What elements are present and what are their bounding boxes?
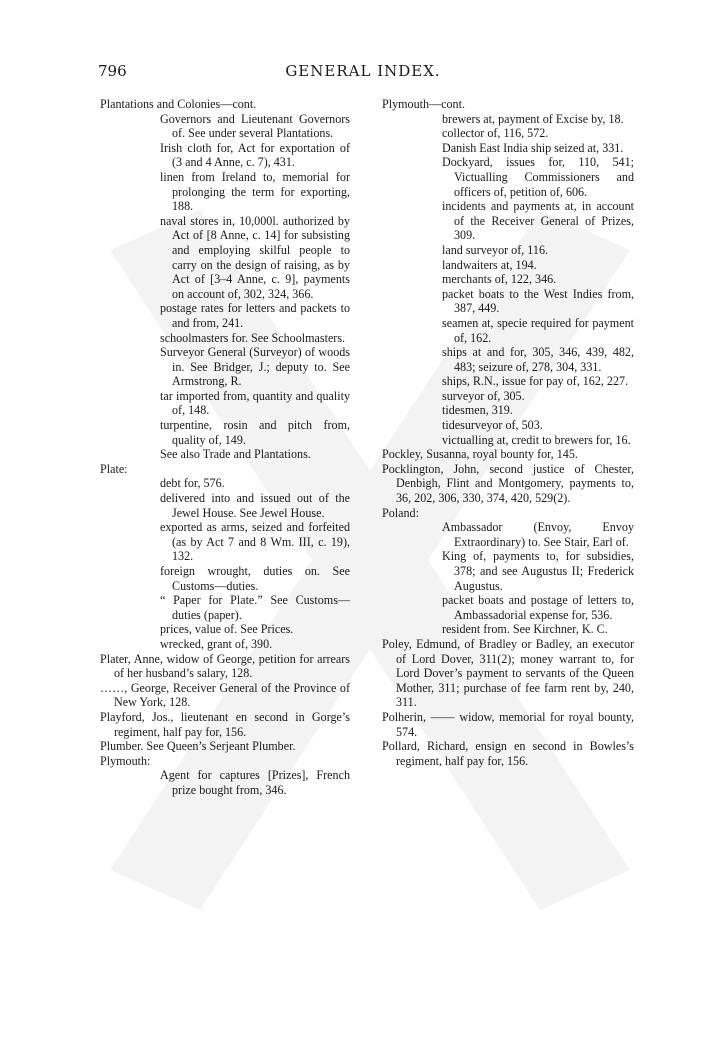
index-subentry: tar imported from, quantity and quality of, 148. xyxy=(160,388,350,418)
index-entry: Polherin, —— widow, memorial for royal bounty, 574. xyxy=(382,709,634,739)
index-subentry: brewers at, payment of Excise by, 18. xyxy=(442,111,624,126)
index-entry: ……, George, Receiver General of the Province of New York, 128. xyxy=(100,680,350,710)
index-subentry: packet boats to the West Indies from, 387, 449. xyxy=(442,286,634,316)
index-subentry: merchants of, 122, 346. xyxy=(442,272,557,287)
index-entry: Plymouth—cont. xyxy=(382,97,465,111)
index-entry: Plantations and Colonies—cont. xyxy=(100,97,257,111)
index-subentry: Governors and Lieutenant Governors of. See under several Plantations. xyxy=(160,111,350,141)
index-subentry: Agent for captures [Prizes], French prize bought from, 346. xyxy=(160,768,350,797)
index-entry: Plumber. See Queen’s Serjeant Plumber. xyxy=(100,739,296,754)
index-subentry: surveyor of, 305. xyxy=(442,388,525,403)
index-subentry: Danish East India ship seized at, 331. xyxy=(442,140,624,155)
index-entry: Plymouth: xyxy=(100,753,151,768)
index-subentry: ships at and for, 305, 346, 439, 482, 483; seizure of, 278, 304, 331. xyxy=(442,345,634,374)
index-subentry: tidesurveyor of, 503. xyxy=(442,418,543,433)
index-subentry: packet boats and postage of letters to, Ambassadorial expense for, 536. xyxy=(442,593,634,622)
index-subentry: linen from Ireland to, memorial for prolonging the term for exporting, 188. xyxy=(160,169,350,214)
index-subentry: King of, payments to, for subsidies, 378; and see Augustus II; Frederick Augustus. xyxy=(442,549,634,593)
index-subentry: ships, R.N., issue for pay of, 162, 227. xyxy=(442,374,629,389)
index-subentry: land surveyor of, 116. xyxy=(442,242,549,257)
index-subentry: wrecked, grant of, 390. xyxy=(160,636,273,651)
index-subentry: prices, value of. See Prices. xyxy=(160,622,294,637)
index-entry: Playford, Jos., lieutenant en second in Gorge’s regiment, half pay for, 156. xyxy=(100,709,350,739)
index-column-right xyxy=(382,97,634,768)
index-subentry: landwaiters at, 194. xyxy=(442,257,537,272)
index-subentry: delivered into and issued out of the Jewel House. See Jewel House. xyxy=(160,491,350,520)
page-number: 796 xyxy=(98,62,127,80)
index-subentry: Ambassador (Envoy, Envoy Extraordinary) to. See Stair, Earl of. xyxy=(442,520,634,549)
index-subentry: “ Paper for Plate.” See Customs—duties (paper). xyxy=(160,593,350,622)
running-title: GENERAL INDEX. xyxy=(285,62,441,80)
index-subentry: victualling at, credit to brewers for, 16. xyxy=(442,432,631,447)
index-subentry: turpentine, rosin and pitch from, quality of, 149. xyxy=(160,418,350,447)
index-subentry: Surveyor General (Surveyor) of woods in. See Bridger, J.; deputy to. See Armstrong, R. xyxy=(160,345,350,389)
index-subentry: naval stores in, 10,000l. authorized by Act of [8 Anne, c. 14] for subsisting and employing skilful people to carry on the design of raising, as by Act of [3–4 Anne, c. 9], payments on account of, 302, 324, 366. xyxy=(160,213,350,301)
index-subentry: collector of, 116, 572. xyxy=(442,126,549,141)
index-entry: Plater, Anne, widow of George, petition for arrears of her husband’s salary, 128. xyxy=(100,651,350,681)
index-entry: Pollard, Richard, ensign en second in Bowles’s regiment, half pay for, 156. xyxy=(382,739,634,768)
index-subentry: resident from. See Kirchner, K. C. xyxy=(442,622,608,637)
index-subentry: See also Trade and Plantations. xyxy=(160,447,311,462)
index-subentry: postage rates for letters and packets to and from, 241. xyxy=(160,301,350,330)
index-subentry: schoolmasters for. See Schoolmasters. xyxy=(160,330,346,345)
index-entry: Plate: xyxy=(100,461,128,476)
index-subentry: incidents and payments at, in account of the Receiver General of Prizes, 309. xyxy=(442,199,634,243)
index-entry: Pocklington, John, second justice of Chester, Denbigh, Flint and Montgomery, payments to, 36, 202, 306, 330, 374, 420, 529(2). xyxy=(382,461,634,506)
index-subentry: seamen at, specie required for payment of, 162. xyxy=(442,315,634,345)
index-subentry: Irish cloth for, Act for exportation of (3 and 4 Anne, c. 7), 431. xyxy=(160,140,350,170)
index-column-left xyxy=(100,97,350,798)
index-subentry: foreign wrought, duties on. See Customs—duties. xyxy=(160,564,350,593)
index-entry: Poley, Edmund, of Bradley or Badley, an executor of Lord Dover, 311(2); money warrant to, for Lord Dover’s payment to servants of the Queen Mother, 311; purchase of fee farm rent by, 240, 311. xyxy=(382,636,634,710)
index-entry: Poland: xyxy=(382,505,419,520)
index-entry: Pockley, Susanna, royal bounty for, 145. xyxy=(382,447,578,462)
index-subentry: Dockyard, issues for, 110, 541; Victualling Commissioners and officers of, petition of, 606. xyxy=(442,155,634,199)
index-subentry: tidesmen, 319. xyxy=(442,403,513,418)
index-subentry: exported as arms, seized and forfeited (as by Act 7 and 8 Wm. III, c. 19), 132. xyxy=(160,520,350,564)
page-header xyxy=(98,62,628,86)
index-subentry: debt for, 576. xyxy=(160,476,225,491)
